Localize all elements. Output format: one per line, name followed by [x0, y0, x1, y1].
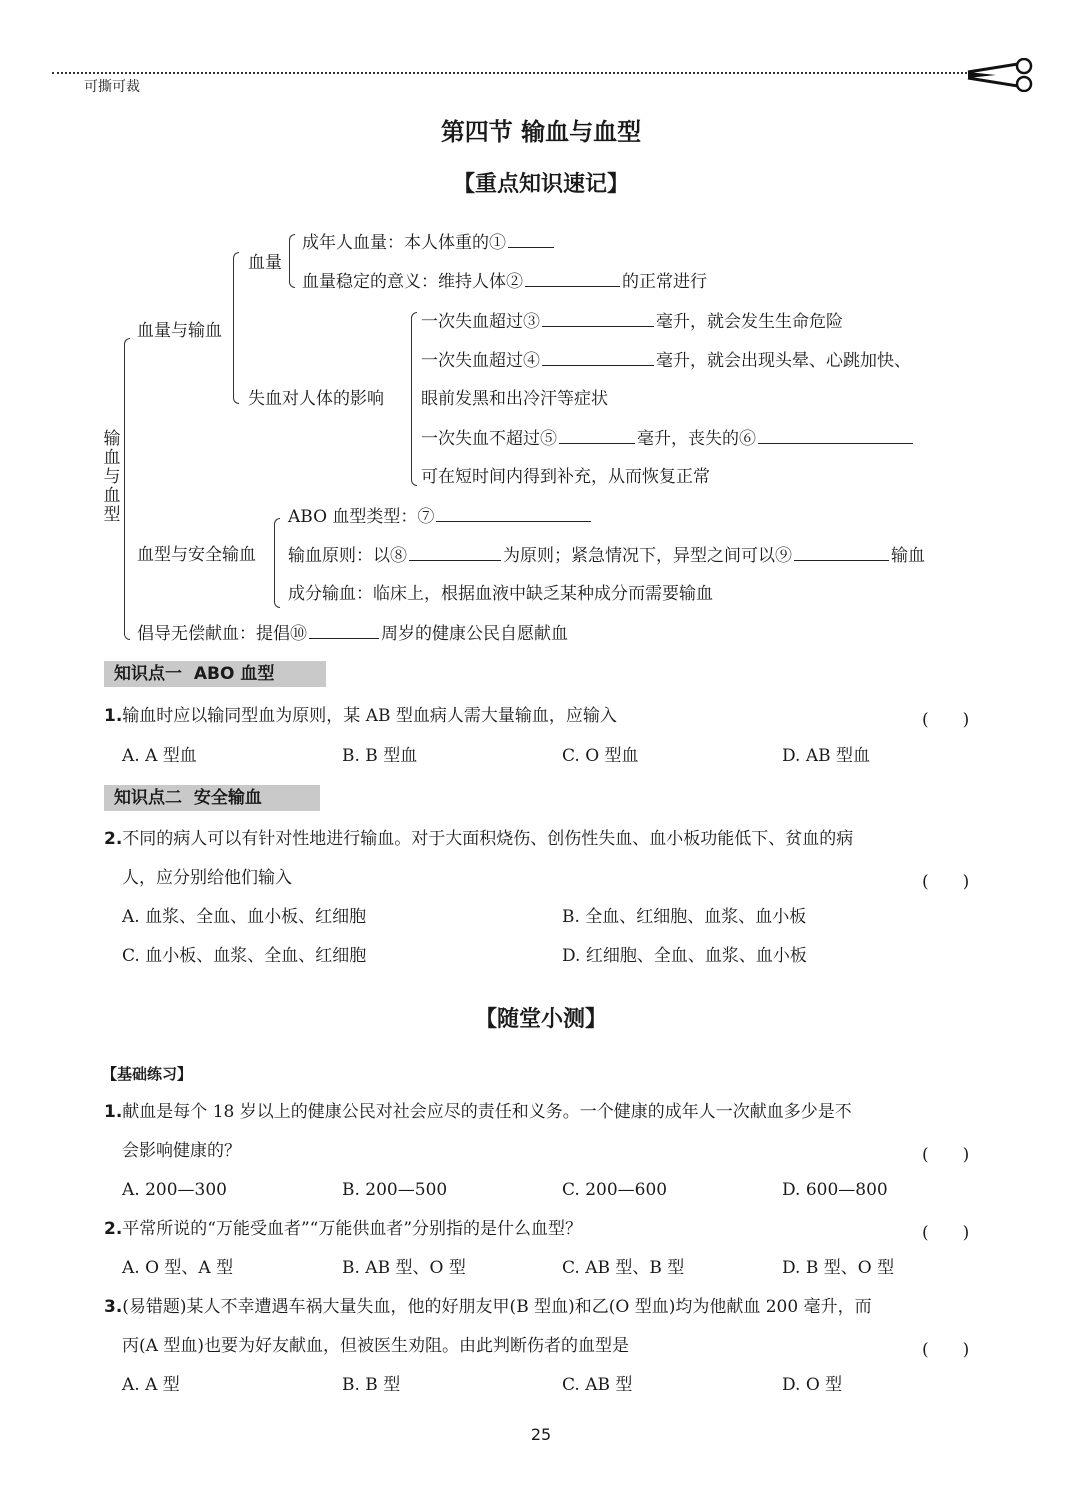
tree-bv2: 血量稳定的意义：维持人体② 的正常进行: [302, 272, 707, 292]
p2-option-b[interactable]: B. AB 型、O 型: [342, 1258, 466, 1278]
knowledge-point-2-tag: 知识点二 安全输血: [104, 785, 320, 811]
k1-question: 1.输血时应以输同型血为原则，某 AB 型血病人需大量输血，应输入: [104, 706, 617, 726]
brace-root: [124, 338, 130, 640]
p3-option-b[interactable]: B. B 型: [342, 1375, 401, 1395]
k2-answer-paren: ( ): [922, 872, 970, 892]
p1-option-d[interactable]: D. 600—800: [782, 1180, 888, 1200]
p1-option-b[interactable]: B. 200—500: [342, 1180, 448, 1200]
p3-question-line2: 丙(A 型血)也要为好友献血，但被医生劝阻。由此判断伤者的血型是: [122, 1336, 629, 1356]
cut-label: 可撕可裁: [84, 79, 140, 95]
p2-answer-paren: ( ): [922, 1223, 970, 1243]
k2-question-line1: 2.不同的病人可以有针对性地进行输血。对于大面积烧伤、创伤性失血、血小板功能低下、贫血的病: [104, 829, 854, 849]
p1-question-line1: 1.献血是每个 18 岁以上的健康公民对社会应尽的责任和义务。一个健康的成年人一次献血多少是不: [104, 1102, 852, 1122]
k2-option-d[interactable]: D. 红细胞、全血、血浆、血小板: [562, 946, 807, 966]
p1-question-line2: 会影响健康的？: [122, 1141, 241, 1161]
tree-loss3: 一次失血不超过⑤ 毫升，丧失的⑥: [421, 427, 915, 450]
p3-option-c[interactable]: C. AB 型: [562, 1375, 633, 1395]
tree-loss2c: 眼前发黑和出冷汗等症状: [421, 389, 608, 409]
page-title: 第四节 输血与血型: [440, 118, 642, 146]
k1-option-d[interactable]: D. AB 型血: [782, 746, 871, 766]
k1-answer-paren: ( ): [922, 710, 970, 730]
p1-option-a[interactable]: A. 200—300: [122, 1180, 227, 1200]
p3-question-line1: 3.(易错题)某人不幸遭遇车祸大量失血，他的好朋友甲(B 型血)和乙(O 型血)均为他献血 200 毫升，而: [104, 1297, 872, 1317]
p2-question: 2.平常所说的“万能受血者”“万能供血者”分别指的是什么血型？: [104, 1219, 583, 1239]
section-heading-quiz: 【随堂小测】: [474, 1007, 607, 1032]
brace-bv: [289, 234, 295, 288]
p1-option-c[interactable]: C. 200—600: [562, 1180, 668, 1200]
brace-l1a: [233, 252, 239, 404]
tree-loss3c: 可在短时间内得到补充，从而恢复正常: [421, 467, 710, 487]
section-heading-knowledge: 【重点知识速记】: [452, 172, 629, 197]
p3-option-a[interactable]: A. A 型: [122, 1375, 180, 1395]
scissors-icon: [966, 58, 1036, 92]
tree-bv1: 成年人血量：本人体重的①: [302, 231, 556, 254]
tree-root: 输 血 与 血 型: [103, 429, 121, 525]
k2-option-c[interactable]: C. 血小板、血浆、全血、红细胞: [122, 946, 367, 966]
tree-loss-label: 失血对人体的影响: [248, 389, 384, 409]
p2-option-a[interactable]: A. O 型、A 型: [122, 1258, 234, 1278]
page-number: 25: [530, 1425, 552, 1444]
cut-line: [52, 72, 967, 74]
p3-option-d[interactable]: D. O 型: [782, 1375, 843, 1395]
tree-blood-volume: 血量: [248, 253, 282, 273]
k1-option-c[interactable]: C. O 型血: [562, 746, 639, 766]
tree-abo: ABO 血型类型：⑦: [288, 505, 593, 528]
k1-option-b[interactable]: B. B 型血: [342, 746, 418, 766]
basic-practice-label: 【基础练习】: [102, 1065, 193, 1083]
p2-option-c[interactable]: C. AB 型、B 型: [562, 1258, 685, 1278]
tree-donation: 倡导无偿献血：提倡⑩ 周岁的健康公民自愿献血: [137, 624, 568, 644]
tree-loss1: 一次失血超过③ 毫升，就会发生生命危险: [421, 312, 843, 332]
brace-loss: [411, 312, 417, 486]
tree-loss2: 一次失血超过④ 毫升，就会出现头晕、心跳加快、: [421, 351, 911, 371]
brace-l1b: [274, 518, 280, 608]
tree-principle: 输血原则：以⑧ 为原则；紧急情况下，异型之间可以⑨ 输血: [288, 546, 925, 566]
k2-question-line2: 人，应分别给他们输入: [122, 868, 292, 888]
k2-option-b[interactable]: B. 全血、红细胞、血浆、血小板: [562, 907, 807, 927]
p1-answer-paren: ( ): [922, 1145, 970, 1165]
p3-answer-paren: ( ): [922, 1340, 970, 1360]
p2-option-d[interactable]: D. B 型、O 型: [782, 1258, 895, 1278]
k1-option-a[interactable]: A. A 型血: [122, 746, 197, 766]
tree-blood-volume-transfusion: 血量与输血: [137, 321, 222, 341]
tree-blood-type-safety: 血型与安全输血: [137, 545, 256, 565]
k2-option-a[interactable]: A. 血浆、全血、血小板、红细胞: [122, 907, 367, 927]
knowledge-point-1-tag: 知识点一 ABO 血型: [104, 661, 326, 687]
tree-component: 成分输血：临床上，根据血液中缺乏某种成分而需要输血: [288, 584, 713, 604]
